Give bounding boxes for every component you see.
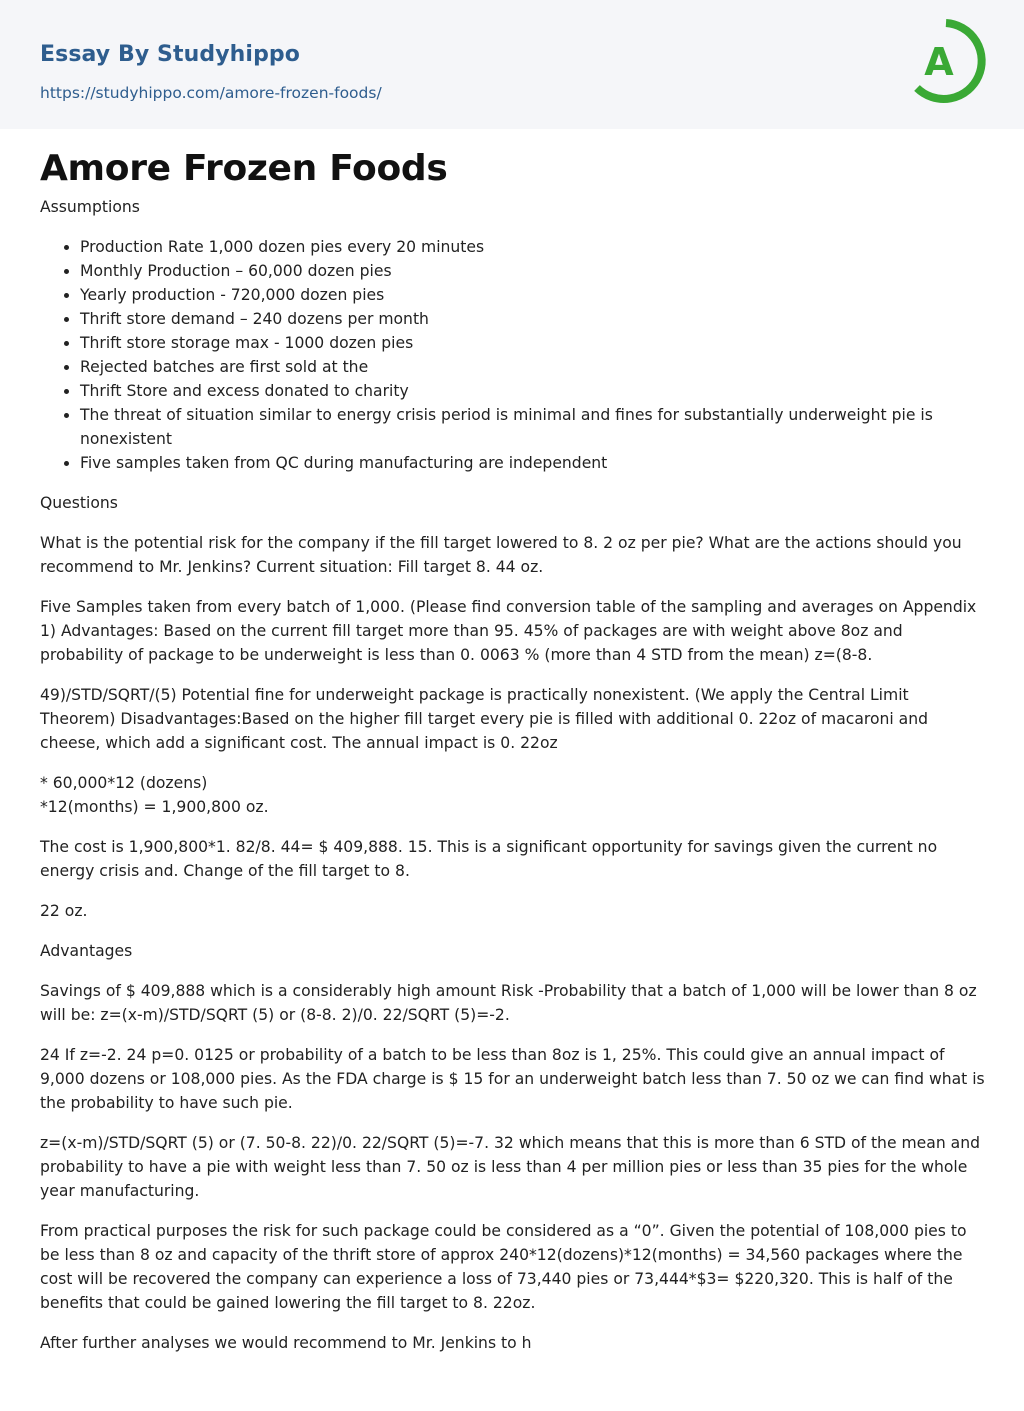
paragraph: Five Samples taken from every batch of 1,000. (Please find conversion table of the sampling and averages on Appendix 1) Advantages: Based on the current fill target more than 95. 45% of packages are with weight above 8oz and probability of package to be underweight is less than 0. 0063 % (more than 4 STD from the mean) z=(8-8. [40,598,977,664]
site-brand[interactable]: Essay By Studyhippo [40,42,300,67]
list-item: • The threat of situation similar to energy crisis period is minimal and fines for substantially underweight pie is nonexistent [80,403,986,451]
advantages-heading: Advantages [40,942,133,960]
paragraph: *12(months) = 1,900,800 oz. [40,798,269,816]
paragraph: * 60,000*12 (dozens) [40,774,208,792]
page-title: Amore Frozen Foods [40,148,448,189]
list-item: • Production Rate 1,000 dozen pies every 20 minutes [80,235,986,259]
list-item: • Yearly production - 720,000 dozen pies [80,283,986,307]
logo-icon[interactable] [908,18,988,106]
paragraph: Savings of $ 409,888 which is a considerably high amount Risk -Probability that a batch of 1,000 will be lower than 8 oz will be: z=(x-m)/STD/SQRT (5) or (8-8. 2)/0. 22/SQRT (5)=-2. [40,982,977,1024]
list-item: • Monthly Production – 60,000 dozen pies [80,259,986,283]
site-header [0,0,1024,129]
assumptions-list [40,235,986,475]
source-url-link[interactable]: https://studyhippo.com/amore-frozen-foods/ [40,84,382,102]
paragraph: 49)/STD/SQRT/(5) Potential fine for underweight package is practically nonexistent. (We apply the Central Limit Theorem) Disadvantages:Based on the higher fill target every pie is filled with additional 0. 22oz of macaroni and cheese, which add a significant cost. The annual impact is 0. 22oz [40,686,929,752]
paragraph: After further analyses we would recommend to Mr. Jenkins to h [40,1334,532,1352]
paragraph: From practical purposes the risk for such package could be considered as a “0”. Given the potential of 108,000 pies to be less than 8 oz and capacity of the thrift store of approx 240*12(dozens)*12(months) = 34,560 packages where the cost will be recovered the company can experience a loss of 73,440 pies or 73,444*$3= $220,320. This is half of the benefits that could be gained lowering the fill target to 8. 22oz. [40,1222,967,1312]
paragraph: The cost is 1,900,800*1. 82/8. 44= $ 409,888. 15. This is a significant opportunity for savings given the current no energy crisis and. Change of the fill target to 8. [40,838,938,880]
list-item: • Five samples taken from QC during manufacturing are independent [80,451,986,475]
list-item: • Thrift Store and excess donated to charity [80,379,986,403]
paragraph: 24 If z=-2. 24 p=0. 0125 or probability of a batch to be less than 8oz is 1, 25%. This could give an annual impact of 9,000 dozens or 108,000 pies. As the FDA charge is $ 15 for an underweight batch less than 7. 50 oz we can find what is the probability to have such pie. [40,1046,985,1112]
list-item: • Rejected batches are first sold at the [80,355,986,379]
paragraph: What is the potential risk for the company if the fill target lowered to 8. 2 oz per pie? What are the actions should you recommend to Mr. Jenkins? Current situation: Fill target 8. 44 oz. [40,534,962,576]
assumptions-heading: Assumptions [40,198,140,216]
list-item: • Thrift store storage max - 1000 dozen pies [80,331,986,355]
list-item: • Thrift store demand – 240 dozens per month [80,307,986,331]
paragraph: z=(x-m)/STD/SQRT (5) or (7. 50-8. 22)/0. 22/SQRT (5)=-7. 32 which means that this is more than 6 STD of the mean and probability to have a pie with weight less than 7. 50 oz is less than 4 per million pies or less than 35 pies for the whole year manufacturing. [40,1134,981,1200]
questions-heading: Questions [40,494,118,512]
article-body [40,129,986,1355]
paragraph: 22 oz. [40,902,88,920]
logo-letter: A [924,40,954,84]
